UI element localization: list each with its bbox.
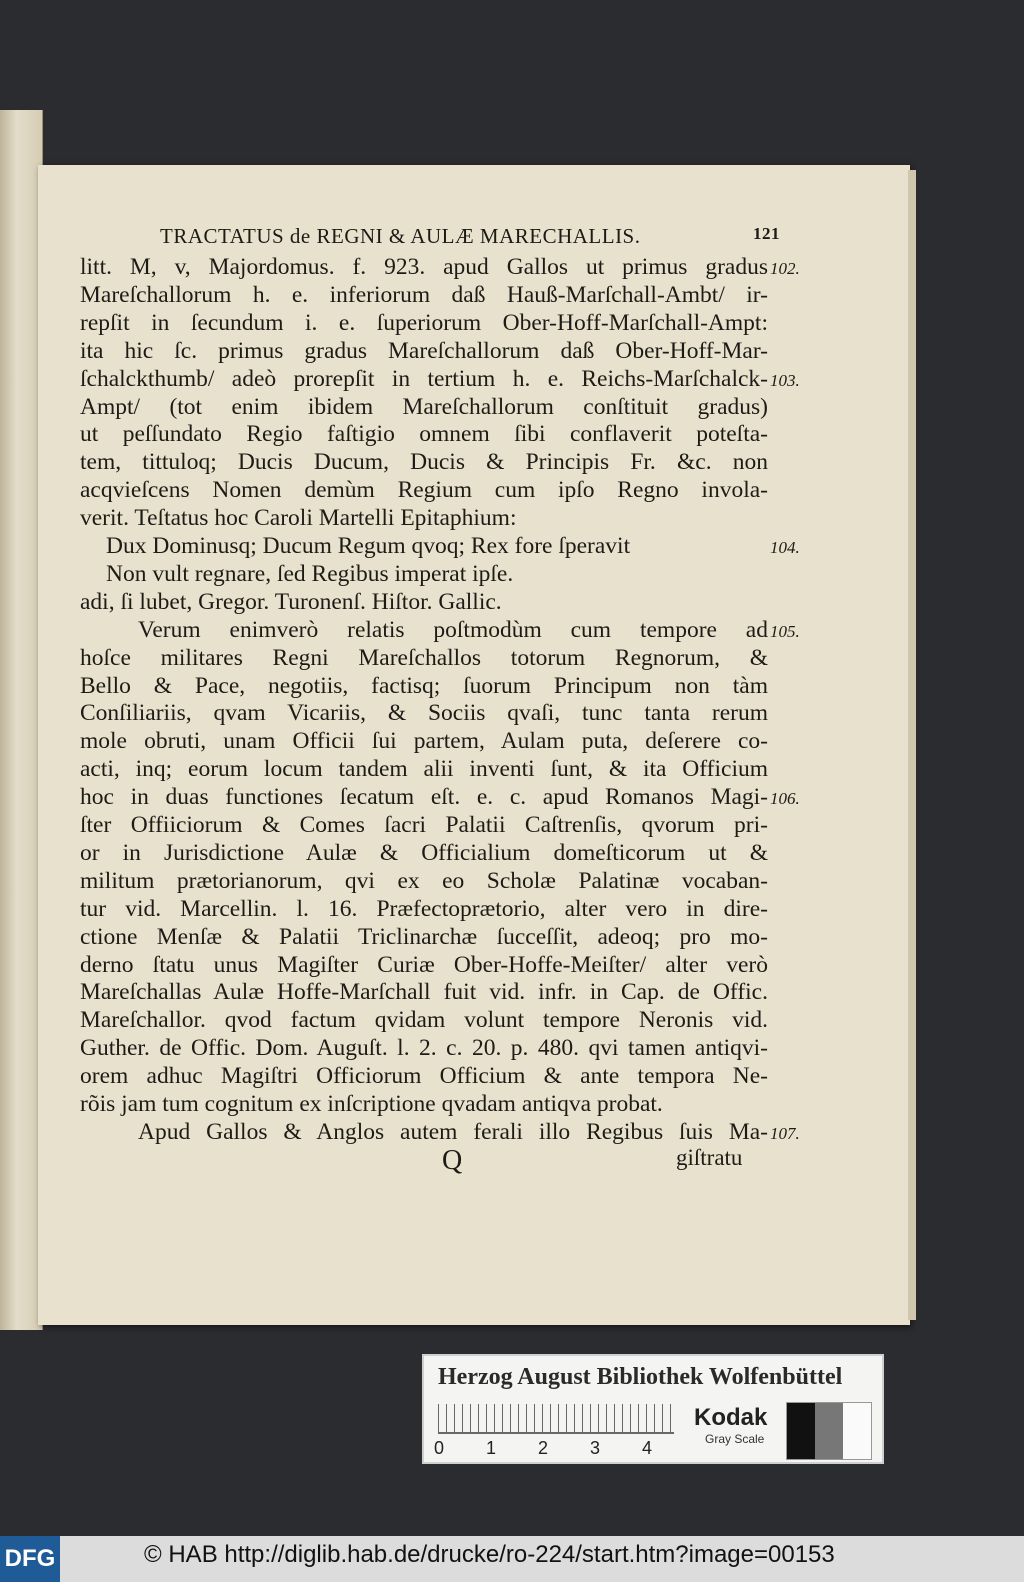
text-line: Mareſchallor. qvod factum qvidam volunt tempore Neronis vid.: [80, 1007, 768, 1033]
text-line: ctione Menſæ & Palatii Triclinarchæ ſucceſſit, adeoq; pro mo-: [80, 924, 768, 950]
text-line: tem, tittuloq; Ducis Ducum, Ducis & Principis Fr. &c. non: [80, 449, 768, 475]
facing-page-edge: [0, 110, 43, 1330]
gray-scale-patches: [786, 1402, 872, 1460]
page-edge: [908, 170, 916, 1320]
margin-number: 107.: [770, 1124, 800, 1143]
text-line: derno ſtatu unus Magiſter Curiæ Ober-Hoffe-Meiſter/ alter verò: [80, 952, 768, 978]
text-line: Bello & Pace, negotiis, factisq; ſuorum Principum non tàm: [80, 673, 768, 699]
text-line: militum prætorianorum, qvi ex eo Scholæ Palatinæ vocaban-: [80, 868, 768, 894]
margin-number: 105.: [770, 622, 800, 641]
color-scale-ruler: [422, 1354, 884, 1464]
margin-number: 103.: [770, 371, 800, 390]
running-title: TRACTATUS de REGNI & AULÆ MARECHALLIS.: [160, 224, 641, 248]
text-line: mole obruti, unam Officii ſui partem, Aulam puta, deſerere co-: [80, 728, 768, 754]
dfg-logo: DFG: [0, 1536, 60, 1582]
signature-mark: Q: [442, 1145, 463, 1176]
text-line: orem adhuc Magiſtri Officiorum Officium & ante tempora Ne-: [80, 1063, 768, 1089]
ruler-number: 2: [538, 1438, 549, 1458]
text-line: Ampt/ (tot enim ibidem Mareſchallorum conſtituit gradus): [80, 394, 768, 420]
text-line: hoſce militares Regni Mareſchallos totorum Regnorum, &: [80, 645, 768, 671]
margin-number: 106.: [770, 789, 800, 808]
ruler-number: 0: [434, 1438, 445, 1458]
ruler-number: 3: [590, 1438, 601, 1458]
text-line: Mareſchallas Aulæ Hoffe-Marſchall fuit vid. infr. in Cap. de Offic.: [80, 979, 768, 1005]
text-line: Non vult regnare, ſed Regibus imperat ipſe.: [106, 561, 514, 587]
text-line: Conſiliariis, qvam Vicariis, & Sociis qvaſi, tunc tanta rerum: [80, 700, 768, 726]
gray-patch: [815, 1403, 843, 1459]
text-line: tur vid. Marcellin. l. 16. Præfectoprætorio, alter vero in dire-: [80, 896, 768, 922]
text-line: Dux Dominusq; Ducum Regum qvoq; Rex fore ſperavit: [106, 533, 631, 559]
ruler-numbers: [434, 1438, 694, 1459]
text-line: adi, ſi lubet, Gregor. Turonenſ. Hiſtor. Gallic.: [80, 589, 502, 615]
text-line: ita hic ſc. primus gradus Mareſchallorum daß Ober-Hoff-Mar-: [80, 338, 768, 364]
margin-number: 104.: [770, 538, 800, 557]
text-line: repſit in ſecundum i. e. ſuperiorum Ober-Hoff-Marſchall-Ampt:: [80, 310, 768, 336]
text-line: acqvieſcens Nomen demùm Regium cum ipſo Regno invola-: [80, 477, 768, 503]
text-line: Mareſchallorum h. e. inferiorum daß Hauß-Marſchall-Ambt/ ir-: [80, 282, 768, 308]
text-line: acti, inq; eorum locum tandem alii inventi ſunt, & ita Officium: [80, 756, 768, 782]
kodak-logo: Kodak: [694, 1404, 768, 1431]
library-name: Herzog August Bibliothek Wolfenbüttel: [438, 1364, 843, 1390]
gray-patch: [787, 1403, 815, 1459]
ruler-scale: [438, 1404, 674, 1434]
page-number: 121: [753, 224, 780, 243]
text-line: ut peſſundato Regio faſtigio omnem ſibi conflaverit poteſta-: [80, 421, 768, 447]
text-line: hoc in duas functiones ſecatum eſt. e. c. apud Romanos Magi-: [80, 784, 768, 810]
ruler-number: 4: [642, 1438, 653, 1458]
text-line: ſchalckthumb/ adeò prorepſit in tertium h. e. Reichs-Marſchalck-: [80, 366, 768, 392]
running-head: [160, 224, 780, 249]
text-line: or in Jurisdictione Aulæ & Officialium domeſticorum ut &: [80, 840, 768, 866]
ruler-number: 1: [486, 1438, 497, 1458]
kodak-subtitle: Gray Scale: [705, 1432, 765, 1446]
text-line: rõis jam tum cognitum ex inſcriptione qvadam antiqva probat.: [80, 1091, 663, 1117]
text-line: ſter Offiiciorum & Comes ſacri Palatii Caſtrenſis, qvorum pri-: [80, 812, 768, 838]
gray-patch: [843, 1403, 871, 1459]
copyright-link[interactable]: © HAB http://diglib.hab.de/drucke/ro-224/start.htm?image=00153: [144, 1541, 835, 1568]
text-line: Verum enimverò relatis poſtmodùm cum tempore ad: [138, 617, 768, 643]
text-line: Apud Gallos & Anglos autem ferali illo Regibus ſuis Ma-: [138, 1119, 768, 1145]
text-line: Guther. de Offic. Dom. Auguſt. l. 2. c. 20. p. 480. qvi tamen antiqvi-: [80, 1035, 768, 1061]
margin-number: 102.: [770, 259, 800, 278]
catchword: giſtratu: [676, 1145, 743, 1170]
text-line: litt. M, v, Majordomus. f. 923. apud Gallos ut primus gradus: [80, 254, 768, 280]
text-line: verit. Teſtatus hoc Caroli Martelli Epitaphium:: [80, 505, 517, 531]
